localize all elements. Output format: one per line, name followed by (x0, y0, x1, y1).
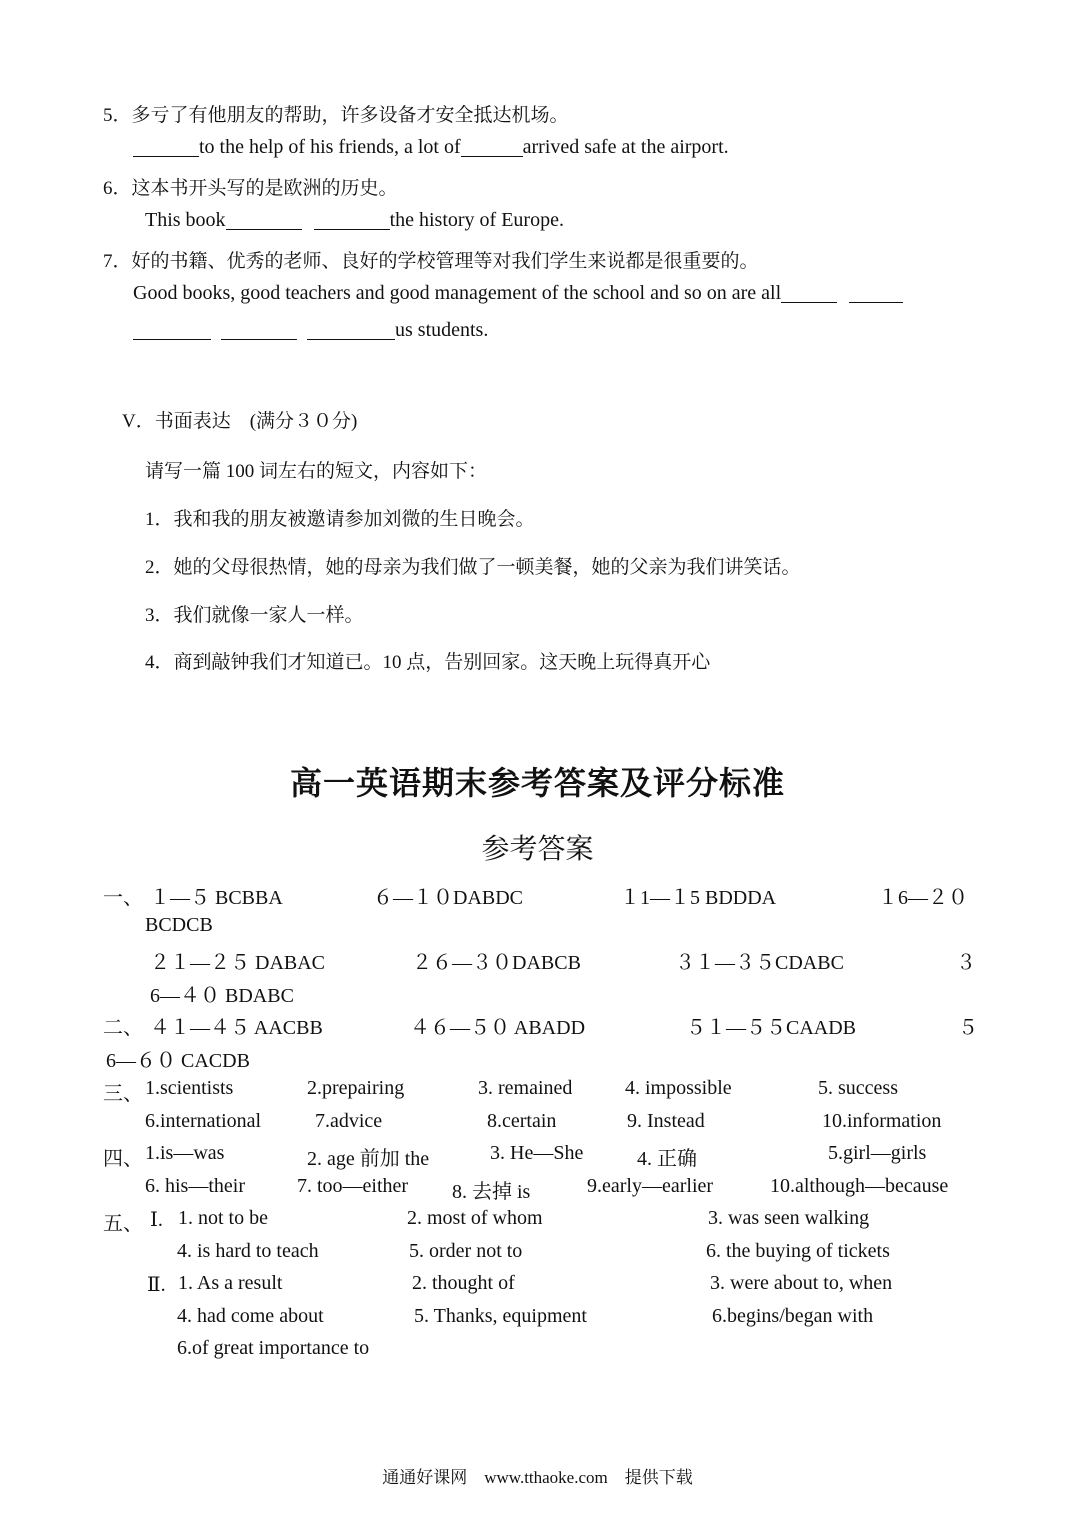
answer-item: 5. Thanks, equipment (414, 1305, 587, 1327)
answer-group: 6—４０ BDABC (150, 985, 294, 1007)
answer-item: 1. As a result (178, 1272, 283, 1294)
question-5-english (133, 136, 729, 159)
question-6 (103, 173, 398, 200)
answer-group: ３ (956, 952, 976, 974)
sentence-part: the history of Europe. (389, 209, 564, 231)
answer-item: 4. impossible (625, 1077, 732, 1099)
section-label: 四、 (103, 1148, 143, 1170)
question-number: 6． (103, 178, 132, 199)
section-label: 二、 (103, 1017, 143, 1039)
answer-item: 2.prepairing (307, 1077, 405, 1099)
writing-point: 2．她的父母很热情，她的母亲为我们做了一顿美餐，她的父亲为我们讲笑话。 (145, 557, 801, 578)
writing-heading: V．书面表达 (满分３０分) (122, 411, 358, 432)
answer-item: 9.early—earlier (587, 1175, 714, 1197)
writing-point: 1．我和我的朋友被邀请参加刘微的生日晚会。 (145, 509, 535, 530)
answer-item: 7. too—either (297, 1175, 409, 1197)
page-footer: 通通好课网 www.tthaoke.com 提供下载 (382, 1468, 693, 1487)
answer-item: 5. order not to (409, 1240, 523, 1262)
section-label: 一、 (103, 887, 143, 909)
answer-item: 10.although—because (770, 1175, 949, 1197)
answer-blank[interactable] (849, 282, 903, 303)
answer-group: ５ (958, 1017, 978, 1039)
sentence-part: to the help of his friends, a lot of (199, 136, 461, 158)
writing-point: 3．我们就像一家人一样。 (145, 605, 364, 626)
question-7-english (133, 282, 903, 305)
part-label: Ⅰ. (150, 1209, 163, 1231)
part-label: Ⅱ. (147, 1274, 166, 1296)
answer-group: ６—１０DABDC (373, 887, 524, 909)
answer-blank[interactable] (221, 319, 297, 340)
section-label: 五、 (103, 1213, 143, 1235)
question-6-english (145, 209, 564, 232)
answer-blank[interactable] (781, 282, 837, 303)
answer-item: 4. 正确 (637, 1148, 697, 1170)
writing-prompt: 请写一篇 100 词左右的短文，内容如下： (145, 461, 488, 482)
answer-item: 9. Instead (627, 1110, 705, 1132)
question-chinese: 多亏了有他朋友的帮助，许多设备才安全抵达机场。 (131, 105, 569, 126)
answer-item: 6.begins/began with (712, 1305, 874, 1327)
answer-item: 3. He—She (490, 1142, 584, 1164)
answer-item: 4. had come about (177, 1305, 324, 1327)
question-chinese: 好的书籍、优秀的老师、良好的学校管理等对我们学生来说都是很重要的。 (131, 251, 759, 272)
answer-item: 6.international (145, 1110, 262, 1132)
answer-item: 8. 去掉 is (452, 1181, 531, 1203)
question-7-english-cont (133, 319, 488, 342)
answer-item: 7.advice (315, 1110, 383, 1132)
answer-blank[interactable] (133, 136, 199, 157)
answer-item: 2. thought of (412, 1272, 515, 1294)
answer-group: BCDCB (145, 914, 213, 936)
sentence-part: Good books, good teachers and good management of the school and so on are all (133, 282, 782, 304)
sentence-part: arrived safe at the airport. (522, 136, 729, 158)
answers-title: 高一英语期末参考答案及评分标准 (289, 765, 785, 801)
answer-group: １—５ BCBBA (150, 887, 283, 909)
answer-item: 4. is hard to teach (177, 1240, 319, 1262)
answer-blank[interactable] (307, 319, 395, 340)
answer-item: 3. were about to, when (710, 1272, 893, 1294)
answer-group: ４１—４５ AACBB (150, 1017, 323, 1039)
answer-item: 8.certain (487, 1110, 557, 1132)
answer-group: ２１—２５ DABAC (150, 952, 326, 974)
answer-group: ４６—５０ ABADD (410, 1017, 586, 1039)
answer-item: 2. age 前加 the (307, 1148, 430, 1170)
writing-point: 4．商到敲钟我们才知道已。10 点，告别回家。这天晚上玩得真开心 (145, 652, 711, 673)
sentence-part: us students. (395, 319, 489, 341)
answer-group: ５１—５５CAADB (686, 1017, 857, 1039)
answer-item: 10.information (822, 1110, 942, 1132)
answer-item: 6. the buying of tickets (706, 1240, 890, 1262)
question-5 (103, 100, 569, 127)
section-label: 三、 (103, 1083, 143, 1105)
answer-item: 1.is—was (145, 1142, 225, 1164)
answer-item: 1. not to be (178, 1207, 268, 1229)
answer-group: １6—２０ (878, 887, 968, 909)
question-chinese: 这本书开头写的是欧洲的历史。 (131, 178, 398, 199)
sentence-part: This book (145, 209, 226, 231)
answer-group: １1—１5 BDDDA (620, 887, 777, 909)
question-number: 7． (103, 251, 132, 272)
answer-blank[interactable] (461, 136, 523, 157)
answer-item: 2. most of whom (407, 1207, 543, 1229)
answer-item: 5. success (818, 1077, 898, 1099)
answer-item: 5.girl—girls (828, 1142, 927, 1164)
answer-blank[interactable] (133, 319, 211, 340)
answer-item: 6.of great importance to (177, 1337, 370, 1359)
answers-subtitle: 参考答案 (481, 834, 594, 865)
answer-blank[interactable] (226, 209, 302, 230)
question-number: 5． (103, 105, 132, 126)
answer-group: 6—６０ CACDB (106, 1050, 250, 1072)
answer-item: 6. his—their (145, 1175, 245, 1197)
answer-item: 3. was seen walking (708, 1207, 870, 1229)
answer-blank[interactable] (314, 209, 390, 230)
answer-item: 3. remained (478, 1077, 573, 1099)
question-7 (103, 246, 759, 273)
answer-item: 1.scientists (145, 1077, 234, 1099)
answer-group: ２６—３０DABCB (412, 952, 581, 974)
answer-group: ３１—３５CDABC (675, 952, 844, 974)
